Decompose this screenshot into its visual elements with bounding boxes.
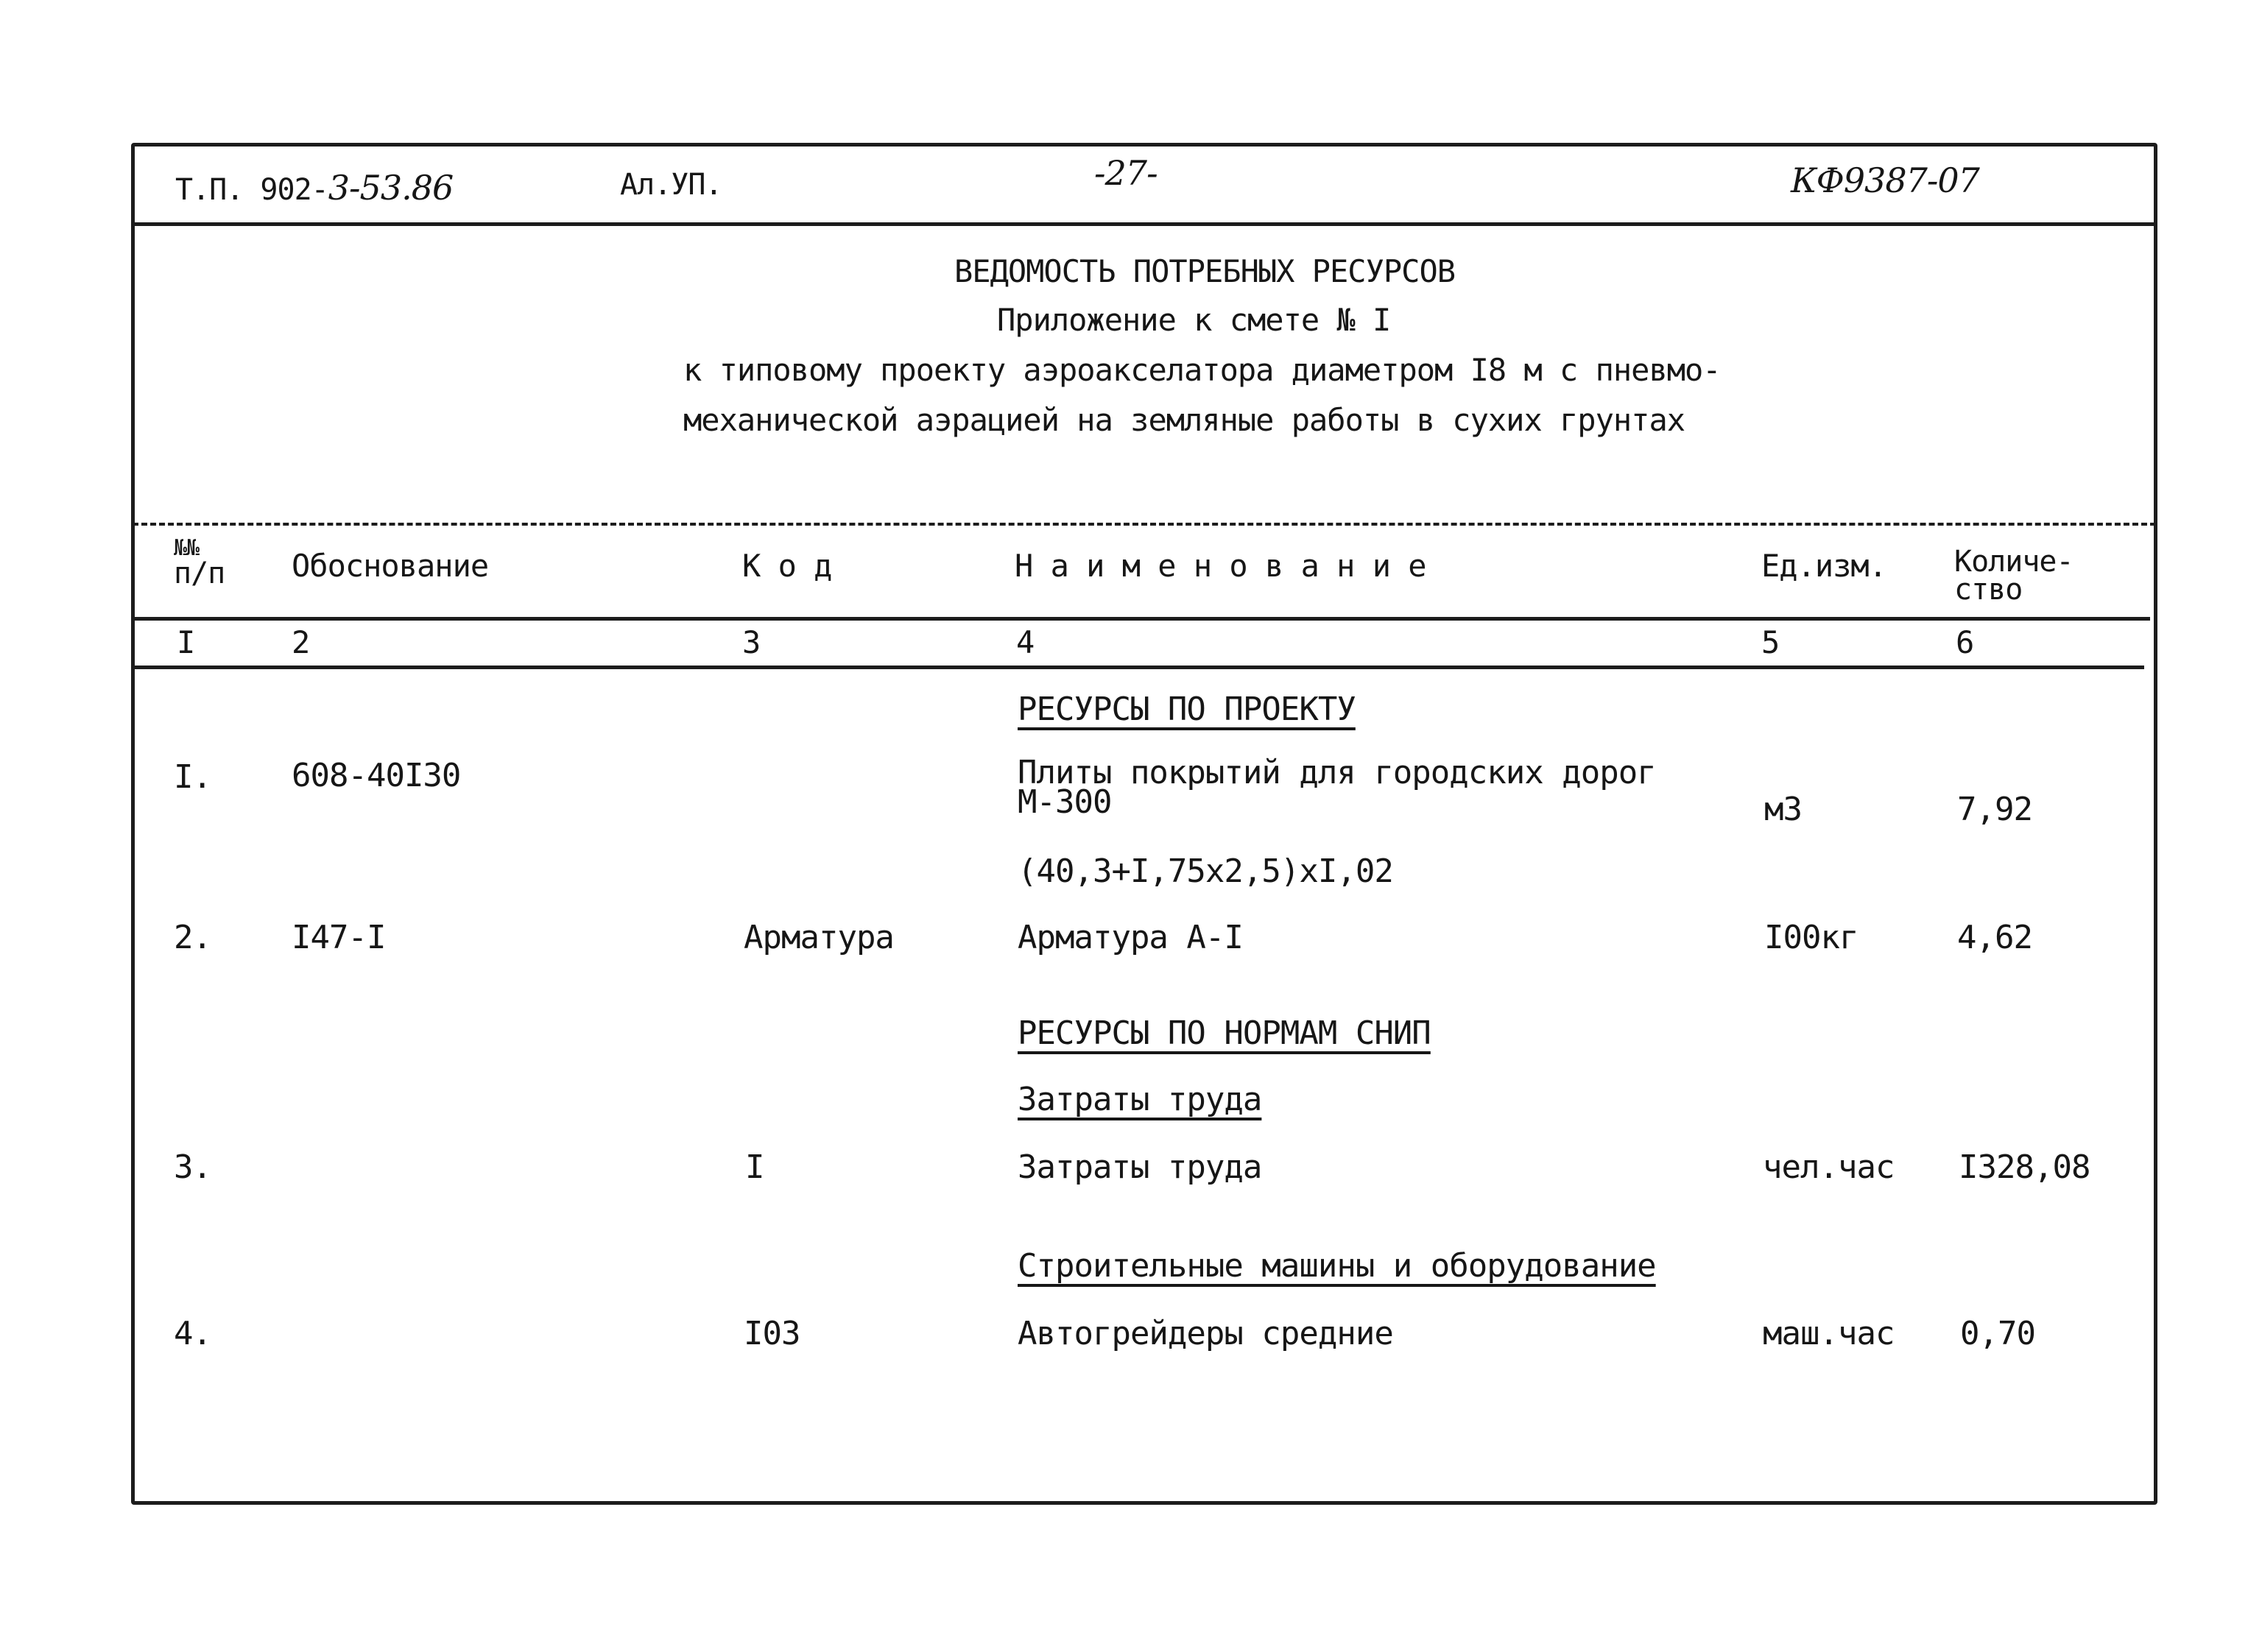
title-line-1: ВЕДОМОСТЬ ПОТРЕБНЫХ РЕСУРСОВ: [954, 253, 1456, 289]
column-header-name: Н а и м е н о в а н и е: [1015, 548, 1426, 584]
row-2-number: 2.: [174, 919, 211, 956]
section-heading-snip: РЕСУРСЫ ПО НОРМАМ СНИП: [1018, 1014, 1431, 1052]
row-1-basis: 608-40I30: [292, 757, 461, 794]
project-prefix: Т.П. 902-: [175, 173, 328, 207]
column-header-rule: [133, 617, 2150, 621]
row-1-unit: м3: [1764, 791, 1802, 828]
row-4-unit: маш.час: [1763, 1315, 1895, 1352]
column-header-number-b: п/п: [174, 557, 225, 590]
column-header-unit: Ед.изм.: [1761, 548, 1887, 584]
row-3-unit: чел.час: [1763, 1148, 1895, 1186]
column-header-number: [174, 535, 225, 590]
column-header-quantity: [1954, 545, 2074, 607]
column-number: 3: [742, 624, 761, 660]
row-2-basis: I47-I: [292, 919, 386, 956]
column-number: 5: [1761, 624, 1780, 660]
row-1-name-b: М-300: [1018, 783, 1112, 821]
column-number: 4: [1016, 624, 1035, 660]
table-top-rule: [133, 523, 2156, 526]
row-4-code: I03: [744, 1315, 800, 1352]
column-number: I: [177, 624, 195, 660]
row-3-name: Затраты труда: [1018, 1148, 1262, 1186]
row-3-number: 3.: [174, 1148, 211, 1186]
section-heading-project: РЕСУРСЫ ПО ПРОЕКТУ: [1018, 691, 1356, 728]
album-label: Ал.УП.: [620, 168, 722, 202]
column-header-quantity-b: ство: [1954, 573, 2023, 607]
column-number: 6: [1956, 624, 1974, 660]
row-1-name: [1018, 754, 1656, 821]
row-2-quantity: 4,62: [1957, 919, 2032, 956]
column-header-code: К о д: [742, 548, 832, 584]
project-code: [175, 168, 453, 208]
document-code: КФ9387-07: [1791, 160, 1979, 200]
row-2-code: Арматура: [744, 919, 894, 956]
column-number-rule: [133, 666, 2144, 669]
title-line-3: к типовому проекту аэроакселатора диаметром I8 м с пневмо-: [683, 352, 1721, 388]
page-number: -27-: [1094, 153, 1158, 193]
column-header-basis: Обоснование: [292, 548, 489, 584]
row-2-unit: I00кг: [1764, 919, 1858, 956]
document-frame: [131, 143, 2157, 1505]
column-header-quantity-a: Количе-: [1954, 545, 2074, 579]
row-1-number: I.: [174, 758, 211, 796]
row-3-quantity: I328,08: [1959, 1148, 2090, 1186]
project-number: 3-53.86: [328, 168, 454, 208]
row-3-code: I: [745, 1148, 764, 1186]
row-1-name-a: Плиты покрытий для городских дорог: [1018, 754, 1656, 791]
row-4-number: 4.: [174, 1315, 211, 1352]
row-1-formula: (40,3+I,75х2,5)хI,02: [1018, 853, 1393, 890]
column-header-number-a: №№: [174, 535, 200, 561]
row-4-name: Автогрейдеры средние: [1018, 1315, 1393, 1352]
subsection-heading-labor: Затраты труда: [1018, 1081, 1262, 1118]
row-2-name: Арматура А-I: [1018, 919, 1243, 956]
row-1-quantity: 7,92: [1957, 791, 2032, 828]
row-4-quantity: 0,70: [1960, 1315, 2035, 1352]
subsection-heading-machines: Строительные машины и оборудование: [1018, 1247, 1656, 1285]
title-line-4: механической аэрацией на земляные работы в сухих грунтах: [683, 402, 1685, 438]
header-divider: [133, 222, 2156, 226]
title-line-2: Приложение к смете № I: [997, 302, 1391, 338]
column-number: 2: [292, 624, 310, 660]
